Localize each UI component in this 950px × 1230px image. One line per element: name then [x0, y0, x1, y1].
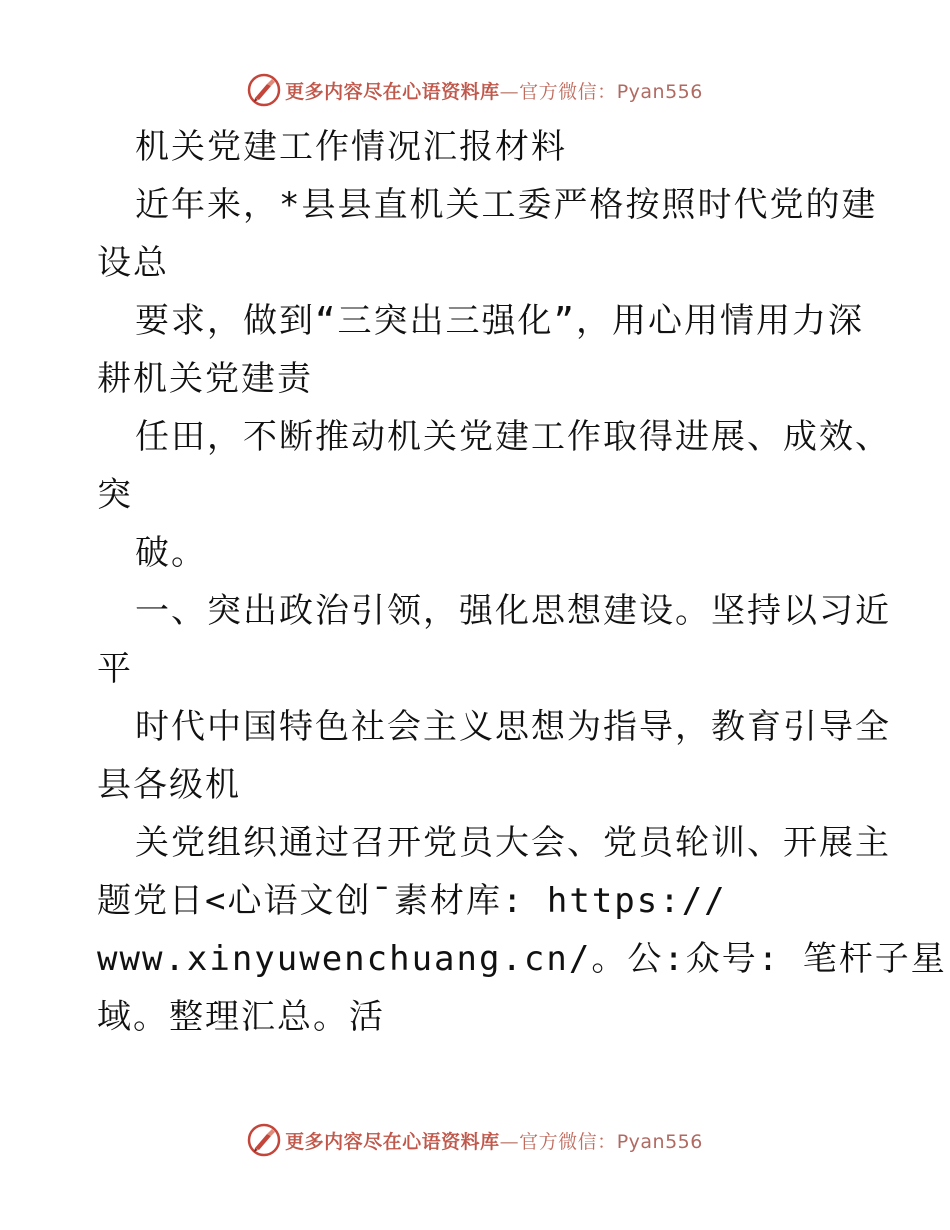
doc-line-13: 题党日<心语文创¯素材库: https://: [97, 881, 727, 921]
header-banner-wechat-label: 官方微信：: [519, 80, 617, 103]
footer-banner-main: 更多内容尽在心语资料库: [285, 1130, 500, 1153]
header-banner-main: 更多内容尽在心语资料库: [285, 80, 500, 103]
doc-line-3: 要求，做到“三突出三强化”，用心用情用力深: [135, 301, 864, 341]
doc-line-12: 关党组织通过召开党员大会、党员轮训、开展主: [135, 823, 891, 863]
doc-line-5: 任田，不断推动机关党建工作取得进展、成效、: [135, 417, 891, 457]
footer-watermark-banner: [0, 1118, 950, 1162]
doc-line-15: 域。整理汇总。活: [97, 997, 385, 1037]
doc-line-6: 突: [97, 475, 133, 515]
doc-line-11: 县各级机: [97, 765, 241, 805]
header-banner-text: [285, 77, 703, 104]
pen-logo-icon: [247, 73, 281, 107]
doc-line-1: 近年来，*县县直机关工委严格按照时代党的建: [135, 185, 878, 225]
pen-logo-icon: [247, 1123, 281, 1157]
footer-banner-wechat-id: Pyan556: [616, 1130, 703, 1153]
header-banner-wechat-id: Pyan556: [616, 80, 703, 103]
doc-line-4: 耕机关党建责: [97, 359, 313, 399]
doc-line-10: 时代中国特色社会主义思想为指导，教育引导全: [135, 707, 891, 747]
doc-line-7: 破。: [135, 533, 207, 573]
footer-banner-wechat-label: 官方微信：: [519, 1130, 617, 1153]
header-watermark-banner: [0, 68, 950, 112]
doc-title: 机关党建工作情况汇报材料: [135, 127, 567, 167]
doc-line-8: 一、突出政治引领，强化思想建设。坚持以习近: [135, 591, 891, 631]
doc-line-9: 平: [97, 649, 133, 689]
doc-line-2: 设总: [97, 243, 169, 283]
footer-banner-text: [285, 1127, 703, 1154]
footer-banner-separator: —: [499, 1130, 520, 1153]
doc-line-14: www.xinyuwenchuang.cn/。公:众号: 笔杆子星: [97, 939, 947, 979]
header-banner-separator: —: [499, 80, 520, 103]
